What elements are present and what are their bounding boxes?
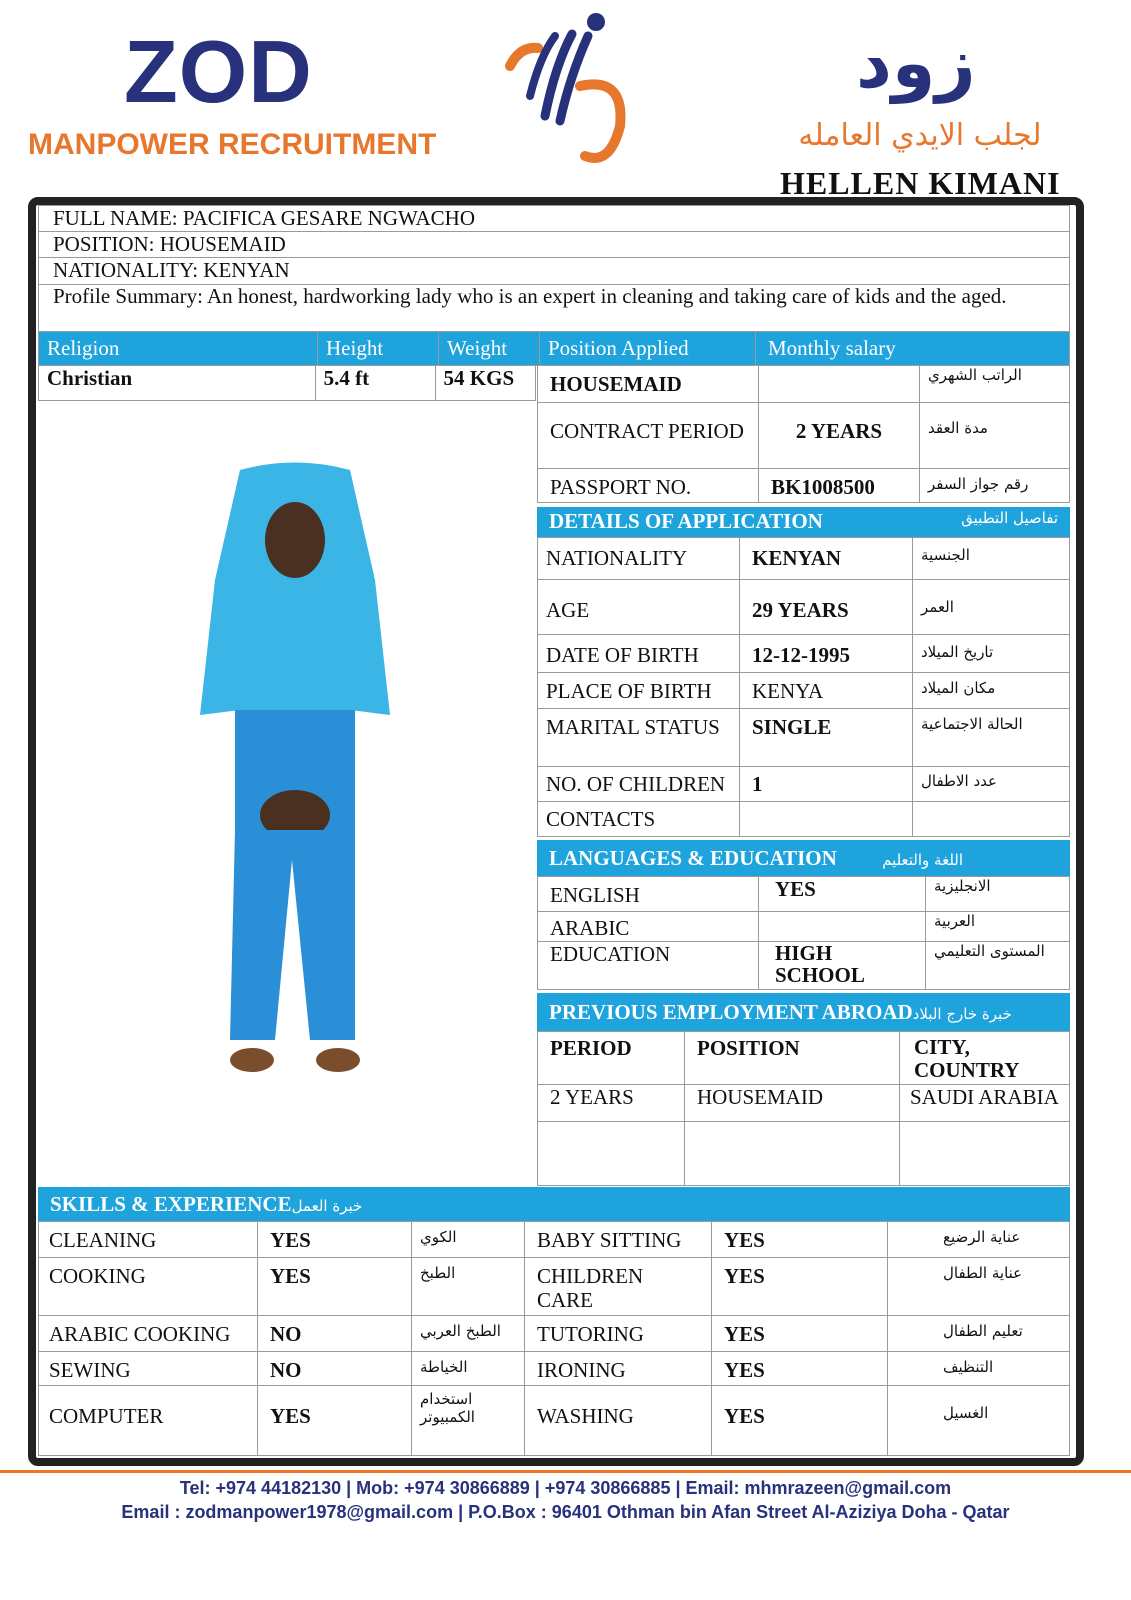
applicant-photo	[180, 460, 410, 1095]
contract-period-label: CONTRACT PERIOD	[538, 403, 759, 469]
detail-arabic	[913, 802, 1070, 837]
detail-label: NATIONALITY	[538, 538, 740, 580]
detail-arabic: العمر	[913, 580, 1070, 635]
employment-table	[537, 1031, 1070, 1186]
passport-label: PASSPORT NO.	[538, 469, 759, 503]
detail-label: AGE	[538, 580, 740, 635]
employment-empty	[685, 1122, 900, 1186]
brand-name: ZOD	[124, 22, 313, 121]
detail-label: DATE OF BIRTH	[538, 635, 740, 673]
salary-value	[759, 366, 920, 403]
language-arabic: الانجليزية	[926, 877, 1070, 912]
skill-arabic: استخدام الكمبيوتر	[412, 1386, 525, 1456]
employment-position: HOUSEMAID	[685, 1085, 900, 1122]
employment-period: 2 YEARS	[538, 1085, 685, 1122]
languages-title: LANGUAGES & EDUCATION	[549, 846, 837, 870]
skill-label: COOKING	[39, 1258, 258, 1316]
detail-arabic: مكان الميلاد	[913, 673, 1070, 709]
skills-title-arabic: خبرة العمل	[291, 1197, 363, 1215]
passport-arabic: رقم جواز السفر	[920, 469, 1070, 503]
employment-title-arabic: خبرة خارج البلاد	[912, 1005, 1012, 1023]
skill-arabic: عناية الرضيع	[888, 1222, 1070, 1258]
profile-table	[38, 205, 1070, 335]
brand-tagline-arabic: لجلب الايدي العامله	[798, 118, 1042, 153]
skills-table	[38, 1221, 1070, 1456]
skill-value: YES	[712, 1316, 888, 1352]
skill-value: YES	[258, 1222, 412, 1258]
skill-value: YES	[258, 1386, 412, 1456]
religion-header: Religion	[39, 332, 318, 366]
detail-arabic: الجنسية	[913, 538, 1070, 580]
detail-label: NO. OF CHILDREN	[538, 767, 740, 802]
skill-arabic: التنظيف	[888, 1352, 1070, 1386]
detail-arabic: الحالة الاجتماعية	[913, 709, 1070, 767]
religion-value: Christian	[39, 366, 316, 401]
brand-tagline: MANPOWER RECRUITMENT	[28, 128, 437, 161]
skill-arabic: الطبخ العربي	[412, 1316, 525, 1352]
skill-label: ARABIC COOKING	[39, 1316, 258, 1352]
details-title-arabic: تفاصيل التطبيق	[961, 509, 1058, 527]
skill-label: CLEANING	[39, 1222, 258, 1258]
employment-empty	[900, 1122, 1070, 1186]
skill-label: CHILDREN CARE	[525, 1258, 712, 1316]
detail-arabic: عدد الاطفال	[913, 767, 1070, 802]
skill-label: TUTORING	[525, 1316, 712, 1352]
position: POSITION: HOUSEMAID	[39, 232, 1070, 258]
skill-arabic: الكوي	[412, 1222, 525, 1258]
basic-info-table	[38, 331, 1070, 366]
skill-arabic: تعليم الطفال	[888, 1316, 1070, 1352]
skill-label: WASHING	[525, 1386, 712, 1456]
full-name: FULL NAME: PACIFICA GESARE NGWACHO	[39, 206, 1070, 232]
detail-arabic: تاريخ الميلاد	[913, 635, 1070, 673]
profile-summary: Profile Summary: An honest, hardworking lady who is an expert in cleaning and taking care of kids and the aged.	[39, 284, 1070, 334]
footer-address-line: Email : zodmanpower1978@gmail.com | P.O.Box : 96401 Othman bin Afan Street Al-Aziziya Doha - Qatar	[121, 1502, 1010, 1522]
employment-period-header: PERIOD	[538, 1032, 685, 1085]
language-arabic: العربية	[926, 912, 1070, 942]
detail-value: KENYAN	[740, 538, 913, 580]
weight-header: Weight	[439, 332, 540, 366]
employment-title: PREVIOUS EMPLOYMENT ABROAD	[549, 1000, 913, 1024]
skill-value: NO	[258, 1316, 412, 1352]
skill-arabic: الطبخ	[412, 1258, 525, 1316]
skill-value: YES	[258, 1258, 412, 1316]
employment-location: SAUDI ARABIA	[900, 1085, 1070, 1122]
education-value: HIGH SCHOOL	[759, 942, 926, 990]
agent-name: HELLEN KIMANI	[780, 165, 1061, 201]
language-value: YES	[759, 877, 926, 912]
position-applied-value: HOUSEMAID	[538, 366, 759, 403]
skill-value: YES	[712, 1352, 888, 1386]
skill-label: SEWING	[39, 1352, 258, 1386]
detail-value: 12-12-1995	[740, 635, 913, 673]
detail-label: MARITAL STATUS	[538, 709, 740, 767]
detail-value: KENYA	[740, 673, 913, 709]
employment-title-bar	[537, 993, 1070, 1031]
language-label: ENGLISH	[538, 877, 759, 912]
details-title-bar	[537, 507, 1070, 537]
skill-arabic: الخياطة	[412, 1352, 525, 1386]
detail-value: 1	[740, 767, 913, 802]
contract-period-value: 2 YEARS	[759, 403, 920, 469]
height-header: Height	[318, 332, 439, 366]
basic-values-table	[38, 365, 536, 401]
details-table	[537, 537, 1070, 837]
contract-period-arabic: مدة العقد	[920, 403, 1070, 469]
detail-value: 29 YEARS	[740, 580, 913, 635]
position-applied-header: Position Applied	[540, 332, 756, 366]
employment-position-header: POSITION	[685, 1032, 900, 1085]
employment-location-header: CITY, COUNTRY	[900, 1032, 1070, 1085]
languages-title-arabic: اللغة والتعليم	[882, 851, 964, 869]
height-value: 5.4 ft	[315, 366, 435, 401]
language-value	[759, 912, 926, 942]
skills-title: SKILLS & EXPERIENCE	[50, 1192, 292, 1216]
detail-value	[740, 802, 913, 837]
footer-divider	[0, 1470, 1131, 1473]
nationality: NATIONALITY: KENYAN	[39, 258, 1070, 284]
passport-value: BK1008500	[759, 469, 920, 503]
education-label: EDUCATION	[538, 942, 759, 990]
language-label: ARABIC	[538, 912, 759, 942]
detail-label: CONTACTS	[538, 802, 740, 837]
detail-label: PLACE OF BIRTH	[538, 673, 740, 709]
skill-value: NO	[258, 1352, 412, 1386]
education-arabic: المستوى التعليمي	[926, 942, 1070, 990]
detail-value: SINGLE	[740, 709, 913, 767]
brand-name-arabic: زود	[856, 22, 976, 104]
company-logo	[500, 6, 640, 171]
languages-title-bar	[537, 840, 1070, 876]
skill-label: IRONING	[525, 1352, 712, 1386]
skill-label: COMPUTER	[39, 1386, 258, 1456]
footer-contact-line: Tel: +974 44182130 | Mob: +974 30866889 | +974 30866885 | Email: mhmrazeen@gmail.com	[179, 1478, 952, 1498]
skill-value: YES	[712, 1386, 888, 1456]
skill-label: BABY SITTING	[525, 1222, 712, 1258]
weight-value: 54 KGS	[435, 366, 535, 401]
skill-value: YES	[712, 1222, 888, 1258]
skills-title-bar	[38, 1187, 1070, 1221]
languages-table	[537, 876, 1070, 990]
employment-empty	[538, 1122, 685, 1186]
skill-arabic: الغسيل	[888, 1386, 1070, 1456]
position-table	[537, 365, 1070, 503]
skill-value: YES	[712, 1258, 888, 1316]
salary-arabic: الراتب الشهري	[920, 366, 1070, 403]
details-title: DETAILS OF APPLICATION	[549, 509, 823, 533]
skill-arabic: عناية الطفال	[888, 1258, 1070, 1316]
monthly-salary-header: Monthly salary	[756, 332, 1070, 366]
